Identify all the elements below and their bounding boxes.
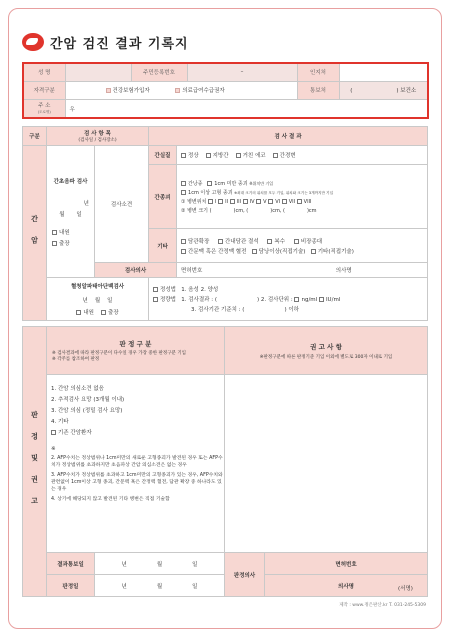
- parenchyma-fatty-checkbox[interactable]: [206, 153, 211, 158]
- other-options: 담관확장 간내담관 결석 복수 비장종대 간문맥 혹은 간정맥 혈전 담낭이상(직접기술) 기타(직접기술): [177, 229, 428, 263]
- address-field[interactable]: 우: [65, 100, 428, 118]
- nodule-small-checkbox[interactable]: [207, 181, 212, 186]
- parenchyma-coarse-checkbox[interactable]: [236, 153, 241, 158]
- lesion-pos-3-checkbox[interactable]: [230, 199, 235, 204]
- exam-table: [22, 126, 428, 321]
- notice-label: 통보처: [297, 81, 339, 99]
- parenchyma-label: 간실질: [149, 146, 177, 165]
- results-header: 검 사 결 과: [149, 127, 428, 146]
- judge-doctor-name-label: 의사명: [265, 575, 428, 597]
- afp-unit-iu-checkbox[interactable]: [319, 297, 324, 302]
- judgment-list: 1. 간암 의심소견 없음 2. 추적검사 요망 (3개월 이내) 3. 간암 의심 (정밀 검사 요망) 4. 기타 기존 간암환자 ※ 2. AFP수치는 정상범위나 1cm미만의 새로운 고형종괴가 발견된 경우 또는 AFP수치가 정상범위를 초과하지만 초음파상 간암 의심소견은 없는 경우 3. AFP수치가 정상범위를 초과하고 1cm미만의 고형종괴가 있는 경우, AFP수치와 관련없이 1cm이상 고형 종괴, 간문맥 혹은 간정맥 혈전, 담관 확장 중 하나라도 있는 경우 4. 상기에 해당되지 않고 발견된 기타 병변은 직접 기술함: [47, 375, 225, 553]
- nodule-label: 간종괴: [149, 165, 177, 229]
- ultrasound-cell: 간초음파 검사 년 월 일 내원 출장: [47, 146, 95, 278]
- name-field[interactable]: [65, 63, 131, 81]
- signature-label: (서명): [398, 586, 413, 592]
- judgment-table: [22, 326, 428, 597]
- afp-visit-checkbox[interactable]: [101, 310, 106, 315]
- afp-qual-checkbox[interactable]: [153, 287, 158, 292]
- page-title: 간암 검진 결과 기록지: [50, 36, 189, 52]
- afp-unit-ng-checkbox[interactable]: [294, 297, 299, 302]
- recognizer-label: 인지처: [297, 63, 339, 81]
- afp-quant-checkbox[interactable]: [153, 297, 158, 302]
- exam-doctor-fields[interactable]: 면허번호 의사명: [177, 263, 428, 278]
- existing-patient-checkbox[interactable]: [51, 430, 56, 435]
- judgment-item-1[interactable]: 1. 간암 의심소견 없음: [51, 386, 104, 392]
- lesion-pos-8-checkbox[interactable]: [297, 199, 302, 204]
- ultrasound-visit-checkbox[interactable]: [52, 241, 57, 246]
- other-spleen-checkbox[interactable]: [294, 239, 299, 244]
- footer-text: 제작 : www.정은판산.kr T. 031-245-5309: [339, 603, 426, 608]
- lesion-pos-4-checkbox[interactable]: [243, 199, 248, 204]
- notice-date-field[interactable]: 년 월 일: [95, 553, 225, 575]
- other-ascites-checkbox[interactable]: [267, 239, 272, 244]
- rrn-field[interactable]: –: [187, 63, 297, 81]
- parenchyma-cirrhosis-checkbox[interactable]: [273, 153, 278, 158]
- exam-doctor-label: 검사의사: [95, 263, 177, 278]
- judgment-section: 판 정 및 권 고: [23, 327, 47, 597]
- page-header: [22, 30, 322, 54]
- judgment-item-3[interactable]: 3. 간암 의심 (정밀 검사 요망): [51, 408, 123, 414]
- eligibility-label: 자격구분: [23, 81, 65, 99]
- judge-date-field[interactable]: 년 월 일: [95, 575, 225, 597]
- advice-header: 권 고 사 항 ※판정구분에 따른 판정기준 기입 이외에 별도로 300자 이내로 기입: [225, 327, 428, 375]
- ultrasound-internal-checkbox[interactable]: [52, 230, 57, 235]
- afp-internal-checkbox[interactable]: [76, 310, 81, 315]
- address-label: 주 소 (도로명): [23, 100, 65, 118]
- eligibility-medical-aid-checkbox[interactable]: [175, 88, 180, 93]
- other-stone-checkbox[interactable]: [218, 239, 223, 244]
- afp-cell: 혈청알파태아단백검사 년 월 일 내원 출장: [47, 278, 149, 321]
- eligibility-options: 건강보험가입자 의료급여수급권자: [65, 81, 297, 99]
- judge-date-label: 판정일: [47, 575, 95, 597]
- nodule-cyst-checkbox[interactable]: [181, 181, 186, 186]
- lesion-pos-1-checkbox[interactable]: [208, 199, 213, 204]
- judge-license-label: 면허번호: [265, 553, 428, 575]
- division-header: 구분: [23, 127, 47, 146]
- other-label: 기타: [149, 229, 177, 263]
- recognizer-field[interactable]: [339, 63, 428, 81]
- notice-field[interactable]: ( ) 보건소: [339, 81, 428, 99]
- liver-cancer-section: 간 암: [23, 146, 47, 321]
- name-label: 성 명: [23, 63, 65, 81]
- afp-results: 정성법 1. 음성 2. 양성 정량법 1. 검사결과 : ( ) 2. 검사단위 : ng/ml IU/ml 3. 검사기관 기준치 : ( ) 이하: [149, 278, 428, 321]
- judgment-header: 판 정 구 분 ※ 검사결과에 따라 판정구분이 다수일 경우 가장 중한 판정구분 기입 ※ 각주를 참조하여 판정: [47, 327, 225, 375]
- lesion-pos-5-checkbox[interactable]: [256, 199, 261, 204]
- lesion-pos-6-checkbox[interactable]: [268, 199, 273, 204]
- eligibility-insured-checkbox[interactable]: [106, 88, 111, 93]
- nodule-options: 간낭종 1cm 미만 종괴 ※위치만 기입 1cm 이상 고형 종괴 ※최대 크기의 위치를 모두 기입, 위치와 크기는 3개까지만 기입 ① 병변위치 I II III IV V VI VII VIII ② 병변 크기 ( )cm, ( )cm, ( )cm: [177, 165, 428, 229]
- parenchyma-normal-checkbox[interactable]: [181, 153, 186, 158]
- judgment-item-4[interactable]: 4. 기타: [51, 419, 69, 425]
- lesion-pos-7-checkbox[interactable]: [282, 199, 287, 204]
- advice-field[interactable]: [225, 375, 428, 553]
- lesion-pos-2-checkbox[interactable]: [218, 199, 223, 204]
- judge-doctor-label: 판정의사: [225, 553, 265, 597]
- patient-info-table: [22, 62, 429, 119]
- items-header: 검 사 항 목 (검사일 / 검사장소): [47, 127, 149, 146]
- other-thrombus-checkbox[interactable]: [181, 249, 186, 254]
- parenchyma-options: 정상 지방간 거친 에코 간경변: [177, 146, 428, 165]
- liver-logo-icon: [22, 33, 44, 51]
- notice-date-label: 결과통보일: [47, 553, 95, 575]
- judgment-item-2[interactable]: 2. 추적검사 요망 (3개월 이내): [51, 397, 125, 403]
- other-etc-checkbox[interactable]: [311, 249, 316, 254]
- nodule-large-checkbox[interactable]: [181, 190, 186, 195]
- rrn-label: 주민등록번호: [131, 63, 187, 81]
- other-bile-duct-checkbox[interactable]: [181, 239, 186, 244]
- findings-label: 검사소견: [95, 146, 149, 263]
- other-gallbladder-checkbox[interactable]: [252, 249, 257, 254]
